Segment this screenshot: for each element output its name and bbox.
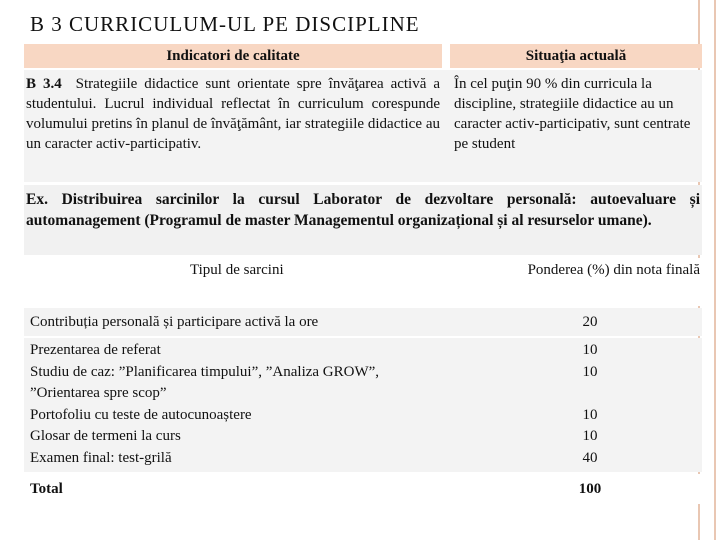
task-examen: Examen final: test-grilă <box>30 449 172 466</box>
page-title: B 3 CURRICULUM-UL PE DISCIPLINE <box>30 12 420 36</box>
weight-referat: 10 <box>582 342 598 358</box>
weight-contributie: 20 <box>582 314 598 330</box>
total-label: Total <box>30 481 63 497</box>
example-text: Ex. Distribuirea sarcinilor la cursul Laborator de dezvoltare personală: autoevaluare și automanagement (Programul de master Managementul organizațional și al resurselor umane). <box>26 191 700 229</box>
task-studiu-caz-line2: ”Orientarea spre scop” <box>30 385 167 401</box>
situation-text: În cel puţin 90 % din curricula la discipline, strategiile didactice au un caracter activ-participativ, sunt centrate pe student <box>454 76 691 152</box>
quality-header-right: Situaţia actuală <box>450 44 702 68</box>
task-contributie: Contribuția personală și participare activă la ore <box>30 314 319 330</box>
quality-header-left: Indicatori de calitate <box>24 44 442 68</box>
task-portofoliu: Portofoliu cu teste de autocunoaștere <box>30 406 252 423</box>
task-studiu-caz-line1: Studiu de caz: ”Planificarea timpului”, ”Analiza GROW”, <box>30 363 380 380</box>
weight-examen: 40 <box>582 449 598 466</box>
tasks-header-left: Tipul de sarcini <box>190 262 284 278</box>
indicator-code: B 3.4 <box>26 76 62 92</box>
weight-glosar: 10 <box>582 428 598 444</box>
task-glosar: Glosar de termeni la curs <box>30 428 181 444</box>
weight-studiu-caz: 10 <box>582 363 598 380</box>
indicator-cell <box>26 74 440 154</box>
total-weight: 100 <box>578 481 602 497</box>
tasks-header-right: Ponderea (%) din nota finală <box>527 262 700 278</box>
task-referat: Prezentarea de referat <box>30 342 161 358</box>
indicator-text: Strategiile didactice sunt orientate spre învăţarea activă a studentului. Lucrul individual reflectat în curriculum corespunde volumului pretins în planul de învăţământ, iar strategiile didactice au un caracter activ-participativ. <box>26 76 440 152</box>
weight-portofoliu: 10 <box>582 406 598 423</box>
